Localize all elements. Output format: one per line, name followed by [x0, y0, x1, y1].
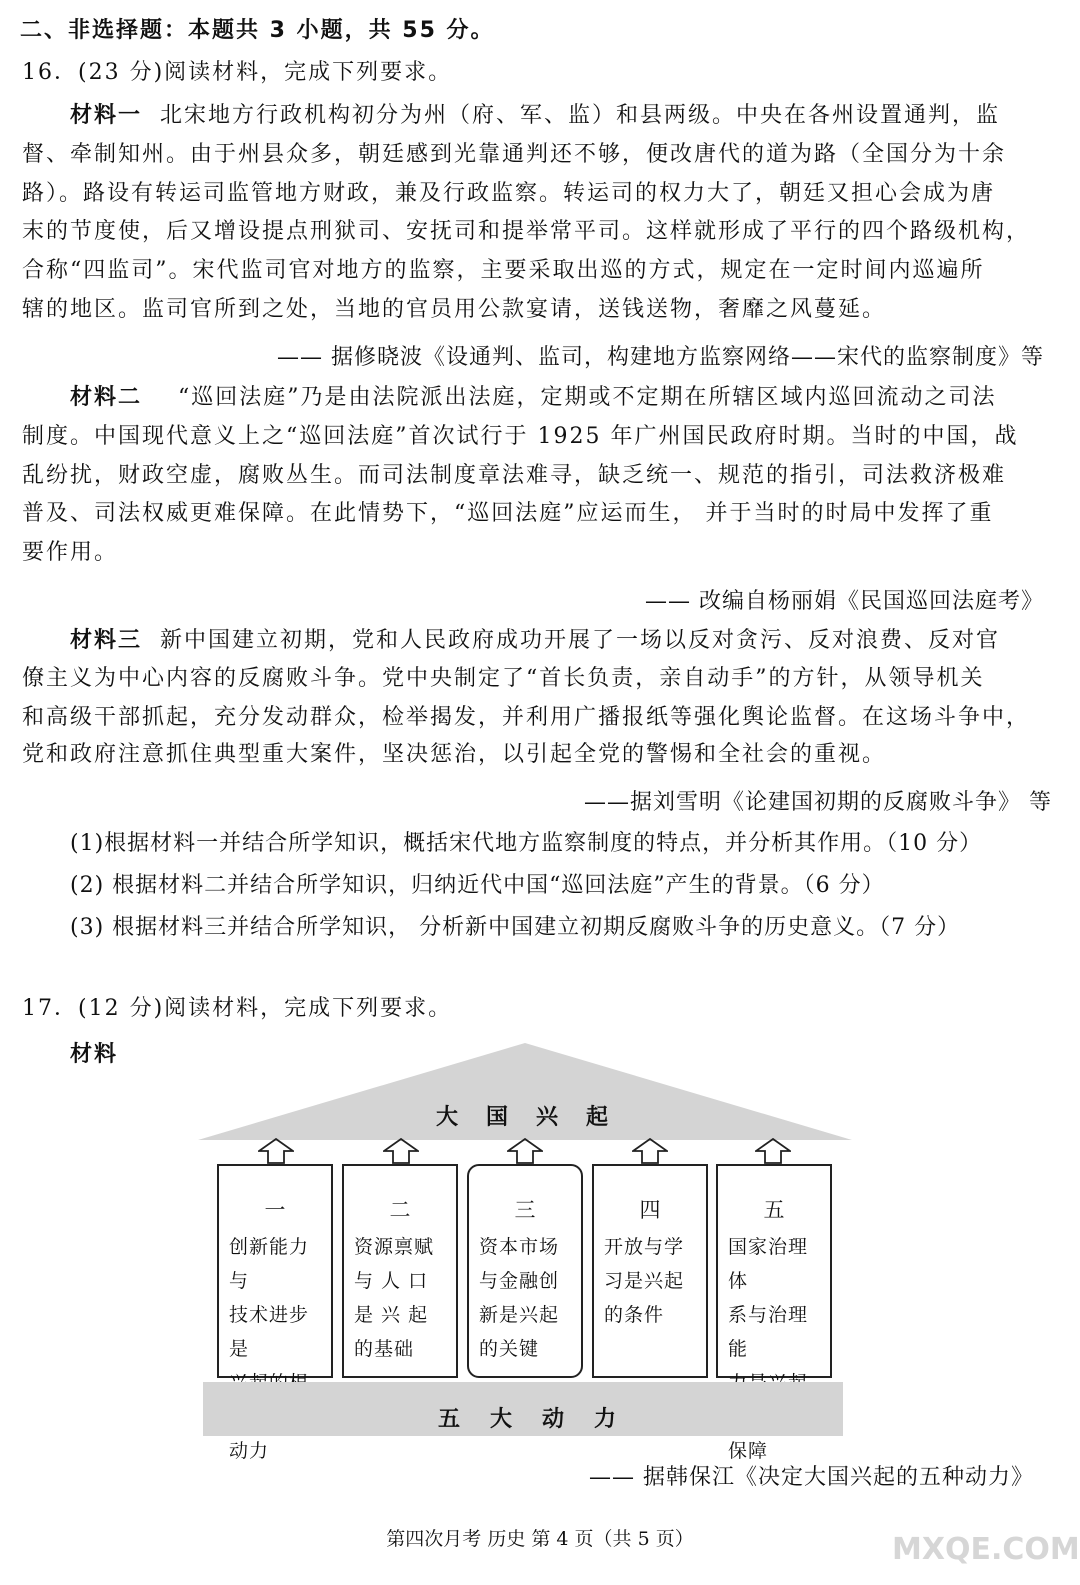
pillar-text: 开放与学 习是兴起 的条件	[604, 1236, 685, 1326]
watermark-logo: MXQE.COM	[892, 1532, 1080, 1567]
m1-line-4: 合称“四监司”。宋代监司官对地方的监察，主要采取出巡的方式，规定在一定时间内巡遍所	[22, 258, 985, 283]
pillar-number: 三	[514, 1198, 536, 1222]
pillar-3	[467, 1164, 583, 1378]
m1-line-0: 材料一 北宋地方行政机构初分为州（府、军、监）和县两级。中央在各州设置通判，监	[70, 103, 1001, 128]
pillar-text: 资源禀赋 与 人 口 是 兴 起 的基础	[354, 1236, 435, 1360]
m1-line-2: 路）。路设有转运司监管地方财政，兼及行政监察。转运司的权力大了，朝廷又担心会成为唐	[22, 181, 996, 206]
m2-line-0: 材料二 “巡回法庭”乃是由法院派出法庭，定期或不定期在所辖区域内巡回流动之司法	[70, 385, 997, 410]
pillar-1	[217, 1164, 333, 1462]
m3-line-2: 和高级干部抓起，充分发动群众，检举揭发，并利用广播报纸等强化舆论监督。在这场斗争中，	[22, 705, 1031, 730]
pillar-number: 一	[264, 1198, 286, 1222]
q16-question-2: (2) 根据材料二并结合所学知识，归纳近代中国“巡回法庭”产生的背景。（6 分）	[70, 873, 885, 898]
q16-question-1: (1)根据材料一并结合所学知识，概括宋代地方监察制度的特点，并分析其作用。（10 分）	[70, 831, 983, 856]
m2-label: 材料二	[70, 385, 143, 410]
roof-title: 大国兴起	[436, 1105, 637, 1130]
q17-material-label: 材料	[70, 1042, 119, 1067]
m2-line-2: 乱纷扰，财政空虚，腐败丛生。而司法制度章法难寻，缺乏统一、规范的指引，司法救济极难	[22, 463, 1007, 488]
m3-line-3: 党和政府注意抓住典型重大案件，坚决惩治，以引起全党的警惕和全社会的重视。	[22, 742, 887, 767]
pillar-number: 二	[389, 1198, 411, 1222]
up-arrow-icon	[258, 1138, 294, 1164]
m3-source: ——据刘雪明《论建国初期的反腐败斗争》 等	[584, 790, 1052, 815]
m3-label: 材料三	[70, 628, 143, 653]
up-arrow-icon	[632, 1138, 668, 1164]
q16-question-3: (3) 根据材料三并结合所学知识， 分析新中国建立初期反腐败斗争的历史意义。（7 分）	[70, 915, 961, 940]
pillar-number: 五	[763, 1198, 785, 1222]
pillar-number: 四	[639, 1198, 661, 1222]
up-arrow-icon	[507, 1138, 543, 1164]
pillar-4	[592, 1164, 708, 1378]
m3-line-1: 僚主义为中心内容的反腐败斗争。党中央制定了“首长负责，亲自动手”的方针，从领导机关	[22, 666, 985, 691]
pillar-text: 创新能力与 技术进步是 动力	[229, 1236, 310, 1462]
pillar-text: 国家治理体 系与治理能 保障	[728, 1236, 809, 1462]
up-arrow-icon	[383, 1138, 419, 1164]
m2-line-1: 制度。中国现代意义上之“巡回法庭”首次试行于 1925 年广州国民政府时期。当时的中国，战	[22, 424, 1019, 449]
page-footer: 第四次月考 历史 第 4 页（共 5 页）	[386, 1528, 694, 1550]
pillar-5	[716, 1164, 832, 1462]
section-heading: 二、非选择题：本题共 3 小题，共 55 分。	[20, 18, 495, 43]
q16-title: 16．(23 分)阅读材料，完成下列要求。	[22, 60, 453, 85]
m2-source: —— 改编自杨丽娟《民国巡回法庭考》	[645, 589, 1044, 614]
up-arrow-icon	[755, 1138, 791, 1164]
m2-line-3: 普及、司法权威更难保障。在此情势下，“巡回法庭”应运而生， 并于当时的时局中发挥了重	[22, 501, 994, 526]
m1-line-1: 督、牵制知州。由于州县众多，朝廷感到光靠通判还不够，便改唐代的道为路（全国分为十余	[22, 142, 1007, 167]
q17-title: 17．(12 分)阅读材料，完成下列要求。	[22, 996, 453, 1021]
base-title: 五大动力	[438, 1407, 647, 1432]
m1-line-3: 末的节度使，后又增设提点刑狱司、安抚司和提举常平司。这样就形成了平行的四个路级机构，	[22, 219, 1031, 244]
m1-source: —— 据修晓波《设通判、监司，构建地方监察网络——宋代的监察制度》等	[277, 345, 1044, 370]
m3-line-0: 材料三 新中国建立初期，党和人民政府成功开展了一场以反对贪污、反对浪费、反对官	[70, 628, 1001, 653]
q17-source: —— 据韩保江《决定大国兴起的五种动力》	[589, 1465, 1034, 1490]
pillar-text: 资本市场 与金融创 新是兴起 的关键	[479, 1236, 560, 1360]
m2-line-4: 要作用。	[22, 540, 119, 565]
m1-line-5: 辖的地区。监司官所到之处，当地的官员用公款宴请，送钱送物，奢靡之风蔓延。	[22, 297, 887, 322]
m1-label: 材料一	[70, 103, 143, 128]
pillar-2	[342, 1164, 458, 1378]
